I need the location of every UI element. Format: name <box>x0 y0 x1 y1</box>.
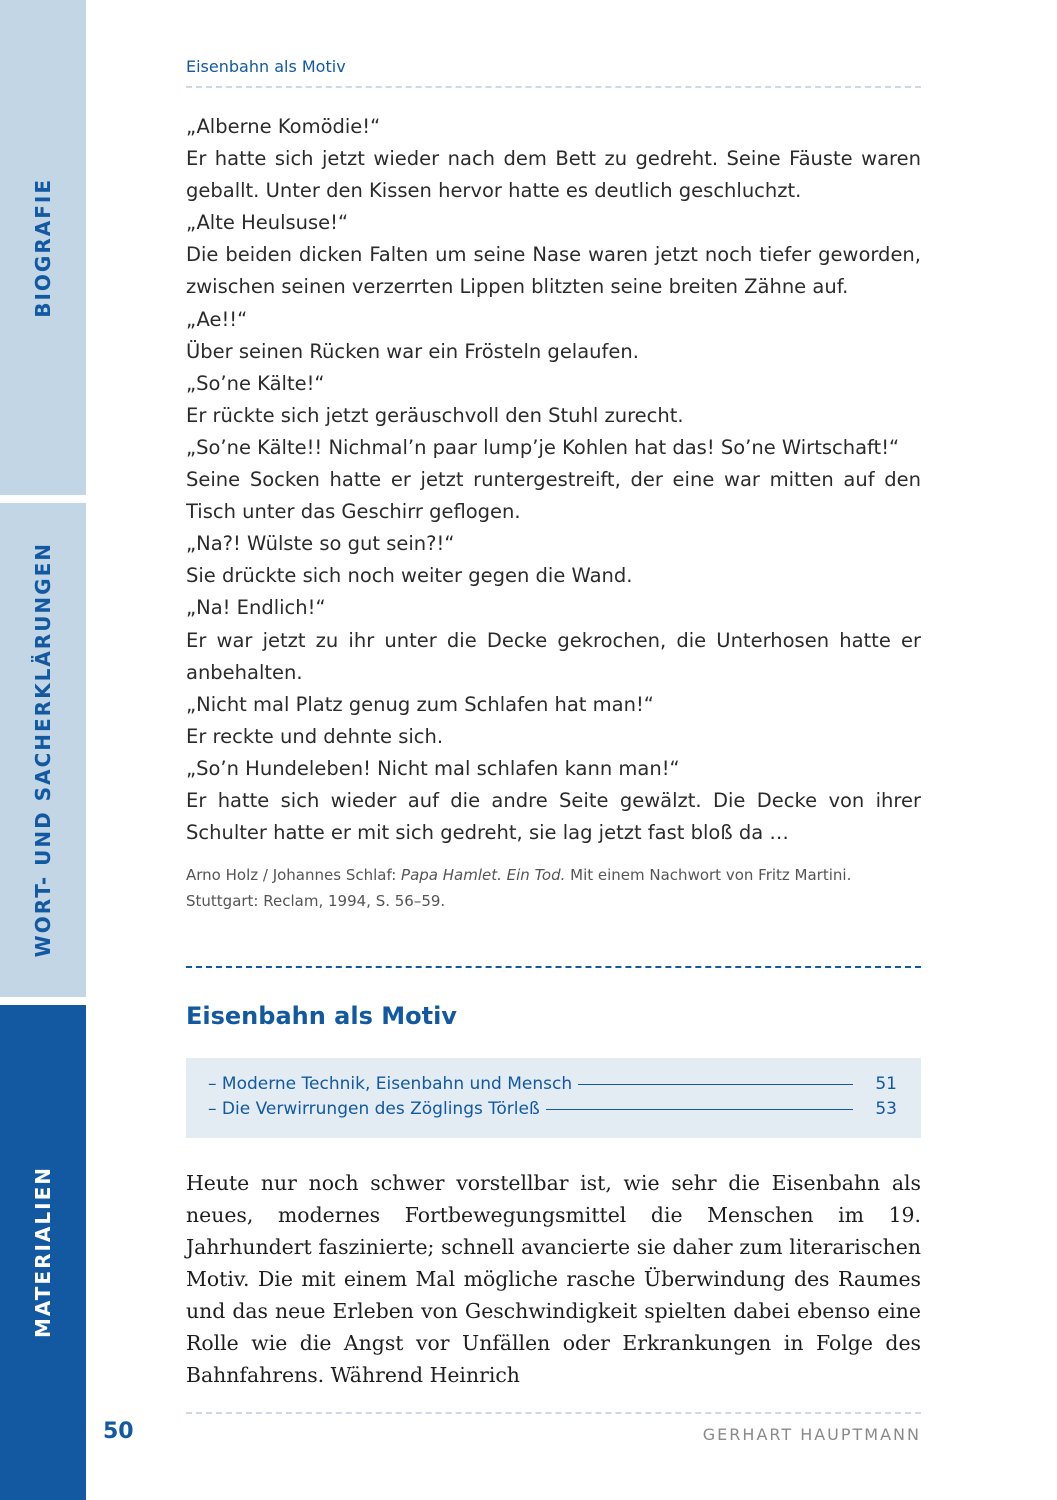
toc-leader-line <box>546 1109 853 1110</box>
citation-line-1 <box>186 862 921 888</box>
excerpt-line: „Na?! Wülste so gut sein?!“ <box>186 532 455 556</box>
top-divider <box>186 86 921 88</box>
excerpt-line: „Alberne Komödie!“ <box>186 115 381 138</box>
tab-biografie-label: BIOGRAFIE <box>31 177 55 318</box>
excerpt-line: „So’ne Kälte!“ <box>186 371 325 395</box>
excerpt-line: Sie drückte sich noch weiter gegen die Wand. <box>186 564 633 588</box>
excerpt-line: Er war jetzt zu ihr unter die Decke gekrochen, die Unterhosen hatte er anbehalten. <box>186 628 921 684</box>
running-head: Eisenbahn als Motiv <box>186 57 346 76</box>
tab-materialien[interactable] <box>0 1005 86 1500</box>
excerpt-line: „Na! Endlich!“ <box>186 596 326 620</box>
toc-entry[interactable] <box>208 1097 897 1122</box>
tab-biografie[interactable] <box>0 0 86 495</box>
literary-excerpt <box>186 111 921 849</box>
body-paragraph: Heute nur noch schwer vorstellbar ist, wie sehr die Eisenbahn als neues, modernes Fortbewegungsmittel die Menschen im 19. Jahrhundert faszinierte; schnell avancierte sie daher zum literarischen Motiv. Die mit einem Mal mögliche rasche Überwindung des Raumes und das neue Erleben von Geschwindigkeit spielten dabei ebenso eine Rolle wie die Angst vor Unfällen oder Erkrankungen in Folge des Bahnfahrens. Während Heinrich <box>186 1171 921 1387</box>
page-number: 50 <box>103 1419 134 1444</box>
excerpt-line: „Nicht mal Platz genug zum Schlafen hat man!“ <box>186 692 654 716</box>
toc-entry-page: 53 <box>875 1099 897 1119</box>
excerpt-line: Er hatte sich wieder auf die andre Seite gewälzt. Die Decke von ihrer Schulter hatte er mit sich gedreht, sie lag jetzt fast bloß da … <box>186 788 921 845</box>
toc-entry-page: 51 <box>875 1074 897 1094</box>
excerpt-line: Er hatte sich jetzt wieder nach dem Bett zu gedreht. Seine Fäuste waren geballt. Unter den Kissen hervor hatte es deutlich geschluchzt. <box>186 147 921 203</box>
citation-line-2: Stuttgart: Reclam, 1994, S. 56–59. <box>186 892 446 910</box>
excerpt-line: Er rückte sich jetzt geräuschvoll den Stuhl zurecht. <box>186 403 684 427</box>
excerpt-line: Über seinen Rücken war ein Frösteln gelaufen. <box>186 339 639 363</box>
citation-rest: Mit einem Nachwort von Fritz Martini. <box>565 866 852 884</box>
excerpt-line: „So’ne Kälte!! Nichmal’n paar lump’je Kohlen hat das! So’ne Wirtschaft!“ <box>186 435 900 459</box>
footer-divider <box>186 1412 921 1414</box>
source-citation <box>186 862 921 914</box>
excerpt-line: Seine Socken hatte er jetzt runtergestreift, der eine war mitten auf den Tisch unter das Geschirr geflogen. <box>186 468 921 524</box>
citation-title: Papa Hamlet. Ein Tod. <box>401 866 566 884</box>
tab-wort-label: WORT- UND SACHERKLÄRUNGEN <box>31 542 55 958</box>
excerpt-line: Die beiden dicken Falten um seine Nase waren jetzt noch tiefer geworden, zwischen seinen verzerrten Lippen blitzten seine breiten Zähne auf. <box>186 243 921 299</box>
excerpt-line: „Alte Heulsuse!“ <box>186 211 349 235</box>
toc-entry[interactable] <box>208 1072 897 1097</box>
toc-entry-label: – Die Verwirrungen des Zöglings Törleß <box>208 1099 540 1119</box>
excerpt-line: Er reckte und dehnte sich. <box>186 724 444 748</box>
toc-leader-line <box>578 1084 853 1085</box>
tab-wort-und-sacherklaerungen[interactable] <box>0 503 86 997</box>
section-title: Eisenbahn als Motiv <box>186 1002 457 1030</box>
section-divider <box>186 966 921 968</box>
tab-materialien-label: MATERIALIEN <box>31 1166 55 1339</box>
toc-entry-label: – Moderne Technik, Eisenbahn und Mensch <box>208 1074 573 1094</box>
excerpt-line: „Ae!!“ <box>186 307 248 331</box>
book-title: GERHART HAUPTMANN <box>702 1425 921 1444</box>
table-of-contents <box>186 1058 921 1138</box>
excerpt-line: „So’n Hundeleben! Nicht mal schlafen kann man!“ <box>186 756 680 780</box>
citation-authors: Arno Holz / Johannes Schlaf: <box>186 866 402 884</box>
